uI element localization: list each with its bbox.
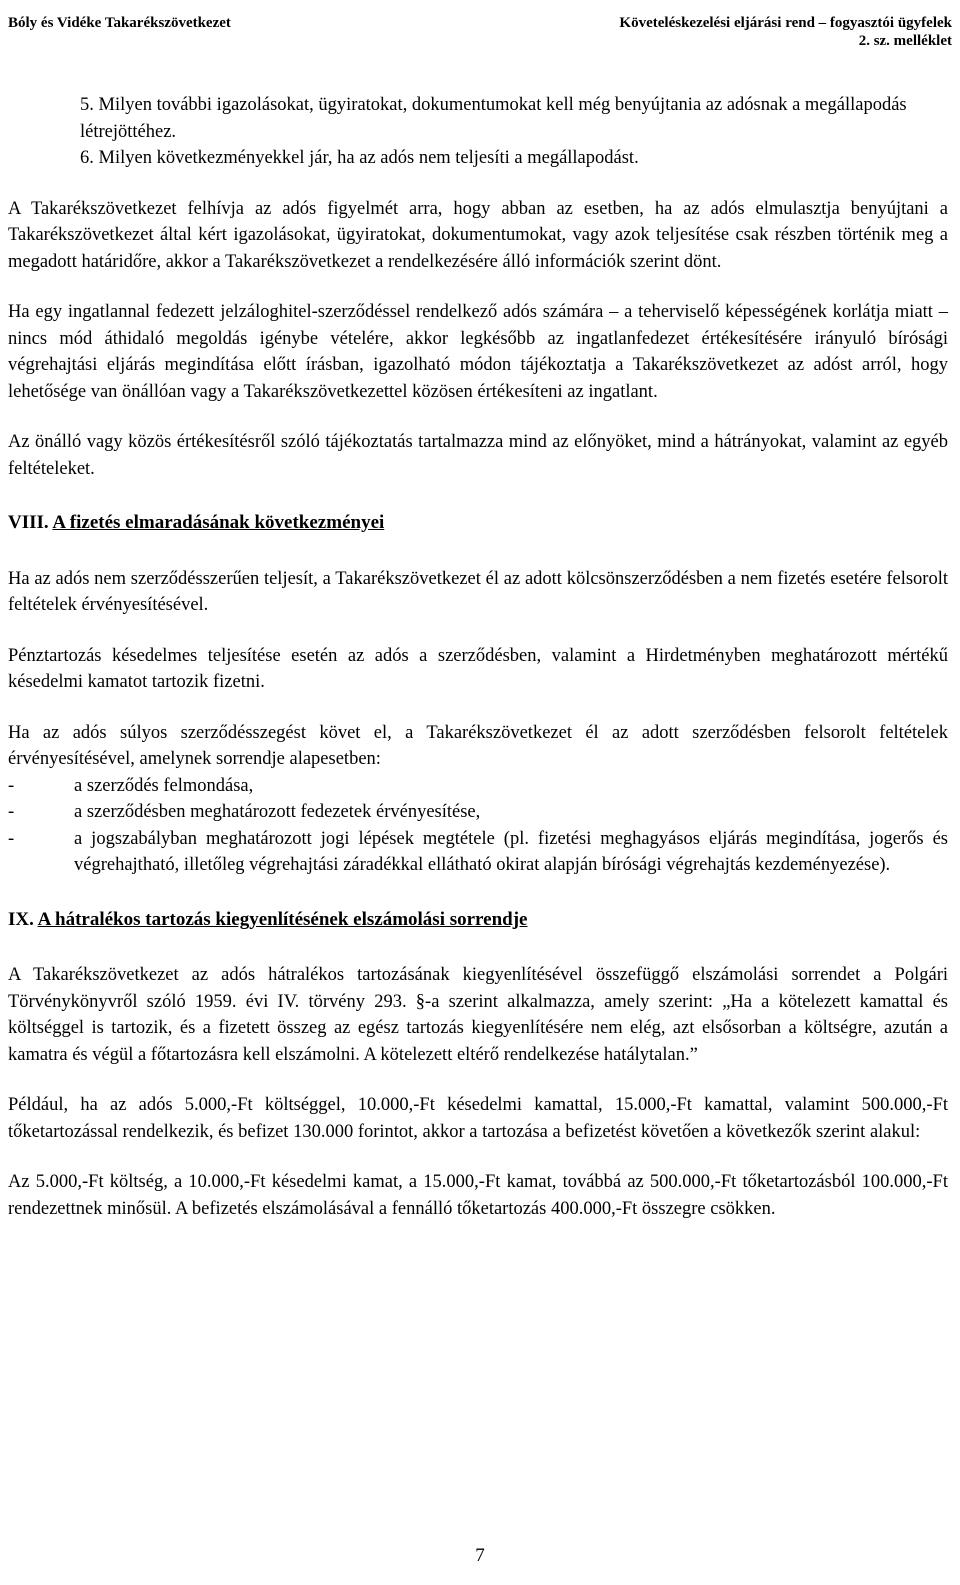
list-dash: - (8, 802, 15, 822)
section-title: A fizetés elmaradásának következményei (52, 512, 385, 533)
header-document-title: Követeléskezelési eljárási rend – fogyasztói ügyfelek (619, 15, 952, 31)
section-heading-ix (8, 907, 948, 934)
section-number: VIII. (8, 512, 49, 533)
list-item: 5. Milyen további igazolásokat, ügyiratokat, dokumentumokat kell még benyújtania az adósnak a megállapodás létrejöttéhez. (80, 95, 907, 142)
page-number: 7 (475, 1545, 485, 1566)
list-dash: - (8, 775, 15, 796)
paragraph: Ha az adós nem szerződésszerűen teljesít, a Takarékszövetkezet él az adott kölcsönszerződésben a nem fizetés esetére felsorolt feltételek érvényesítésével. (8, 568, 948, 615)
numbered-list (8, 92, 948, 172)
header-document-info (619, 14, 952, 50)
section-number: IX. (8, 908, 34, 930)
paragraph: Az 5.000,-Ft költség, a 10.000,-Ft késedelmi kamat, a 15.000,-Ft kamat, továbbá az 500.000,-Ft tőketartozásból 100.000,-Ft rendezettnek minősül. A befizetés elszámolásával a fennálló tőketartozás 400.000,-Ft összegre csökken. (8, 1172, 948, 1219)
paragraph: Pénztartozás késedelmes teljesítése esetén az adós a szerződésben, valamint a Hirdetményben meghatározott mértékű késedelmi kamatot tartozik fizetni. (8, 645, 948, 692)
paragraph: Ha az adós súlyos szerződésszegést követ el, a Takarékszövetkezet él az adott szerződésben felsorolt feltételek érvényesítésével, amelynek sorrendje alapesetben: (8, 722, 948, 769)
section-title: A hátralékos tartozás kiegyenlítésének elszámolási sorrendje (37, 908, 528, 930)
paragraph: A Takarékszövetkezet az adós hátralékos tartozásának kiegyenlítésével összefüggő elszámolási sorrendet a Polgári Törvénykönyvről szóló 1959. évi IV. törvény 293. §-a szerint alkalmazza, amely szerint: „Ha a kötelezett kamattal és költséggel is tartozik, és a fizetett összeg az egész tartozás kiegyenlítésére nem elég, azt elsősorban a költségre, azután a kamatra és végül a főtartozásra kell elszámolni. A kötelezett eltérő rendelkezése hatálytalan.” (8, 965, 948, 1065)
list-item: - a szerződés felmondása, (8, 773, 948, 800)
page-header (8, 14, 952, 64)
consequence-list (8, 773, 948, 879)
list-item: - a szerződésben meghatározott fedezetek érvényesítése, (8, 799, 948, 826)
header-institution: Bóly és Vidéke Takarékszövetkezet (8, 15, 231, 31)
page-content (8, 92, 948, 1222)
list-item: 6. Milyen következményekkel jár, ha az adós nem teljesíti a megállapodást. (80, 148, 639, 168)
section-heading-viii (8, 510, 948, 537)
paragraph: Ha egy ingatlannal fedezett jelzáloghitel-szerződéssel rendelkező adós számára – a teherviselő képességének korlátja miatt – nincs mód áthidaló megoldás igénybe vételére, akkor legkésőbb az ingatlanfedezet értékesítésére irányuló bírósági végrehajtási eljárás megindítása előtt írásban, igazolható módon tájékoztatja a Takarékszövetkezet az adóst arról, hogy lehetősége van önállóan vagy a Takarékszövetkezettel közösen értékesíteni az ingatlant. (8, 302, 948, 402)
paragraph: Például, ha az adós 5.000,-Ft költséggel, 10.000,-Ft késedelmi kamattal, 15.000,-Ft kamattal, valamint 500.000,-Ft tőketartozással rendelkezik, és befizet 130.000 forintot, akkor a tartozása a befizetést követően a következők szerint alakul: (8, 1095, 948, 1142)
list-item: - a jogszabályban meghatározott jogi lépések megtétele (pl. fizetési meghagyásos eljárás megindítása, jogerős és végrehajtható, illetőleg végrehajtási záradékkal ellátható okirat alapján bírósági végrehajtás kezdeményezése). (8, 826, 948, 879)
list-dash: - (8, 828, 15, 849)
paragraph: Az önálló vagy közös értékesítésről szóló tájékoztatás tartalmazza mind az előnyöket, mind a hátrányokat, valamint az egyéb feltételeket. (8, 432, 948, 479)
header-annex-label: 2. sz. melléklet (858, 33, 952, 49)
paragraph: A Takarékszövetkezet felhívja az adós figyelmét arra, hogy abban az esetben, ha az adós elmulasztja benyújtani a Takarékszövetkezet által kért igazolásokat, ügyiratokat, dokumentumokat, vagy azok teljesítése csak részben történik meg a megadott határidőre, akkor a Takarékszövetkezet a rendelkezésére álló információk szerint dönt. (8, 198, 948, 272)
